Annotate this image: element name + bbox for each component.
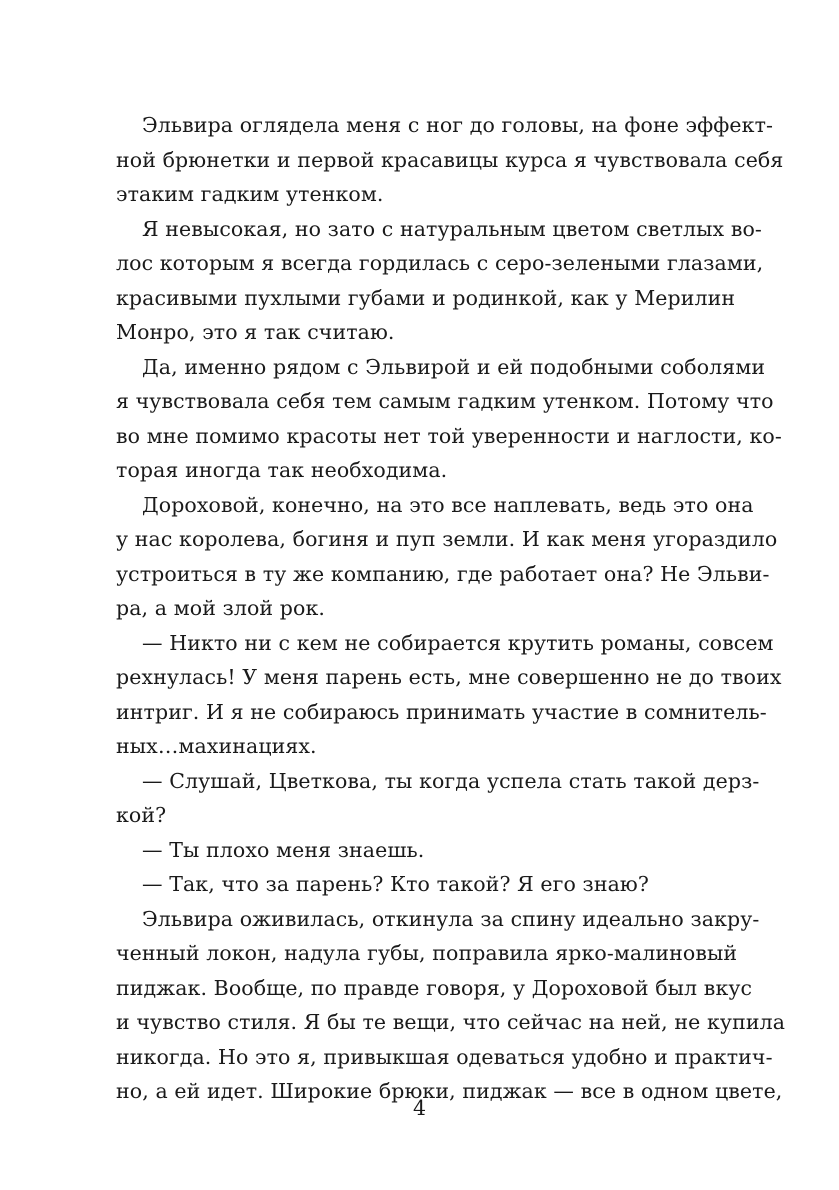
text-line: у нас королева, богиня и пуп земли. И как меня угораздило bbox=[116, 527, 778, 551]
text-line: лос которым я всегда гордилась с серо-зелеными глазами, bbox=[116, 251, 764, 275]
paragraph bbox=[116, 626, 782, 764]
text-line: никогда. Но это я, привыкшая одеваться удобно и практич- bbox=[116, 1044, 773, 1069]
text-line: интриг. И я не собираюсь принимать участие в сомнитель- bbox=[116, 699, 767, 724]
body-text bbox=[116, 108, 786, 1109]
text-line: ченный локон, надула губы, поправила ярко-малиновый bbox=[116, 941, 738, 965]
text-line: Эльвира оживилась, откинула за спину идеально закру- bbox=[142, 906, 760, 931]
text-line: Монро, это я так считаю. bbox=[116, 320, 395, 344]
text-line: во мне помимо красоты нет той уверенности и наглости, ко- bbox=[116, 423, 782, 448]
text-line: пиджак. Вообще, по правде говоря, у Дороховой был вкус bbox=[116, 975, 753, 1000]
paragraph bbox=[116, 212, 764, 350]
text-line: рехнулась! У меня парень есть, мне совершенно не до твоих bbox=[116, 665, 782, 689]
paragraph bbox=[116, 488, 778, 626]
text-line: — Так, что за парень? Кто такой? Я его знаю? bbox=[142, 872, 649, 896]
paragraph bbox=[116, 833, 724, 868]
paragraph bbox=[116, 764, 760, 833]
text-line: Дороховой, конечно, на это все наплевать, ведь это она bbox=[142, 492, 754, 517]
text-line: и чувство стиля. Я бы те вещи, что сейчас на ней, не купила bbox=[116, 1010, 786, 1034]
text-line: — Никто ни с кем не собирается крутить романы, совсем bbox=[142, 630, 774, 655]
text-line: но, а ей идет. Широкие брюки, пиджак — все в одном цвете, bbox=[116, 1079, 783, 1103]
page-number: 4 bbox=[412, 1096, 427, 1120]
paragraph bbox=[116, 867, 724, 902]
paragraph bbox=[116, 350, 782, 488]
text-line: этаким гадким утенком. bbox=[116, 182, 384, 206]
text-line: Я невысокая, но зато с натуральным цветом светлых во- bbox=[142, 216, 762, 241]
text-line: торая иногда так необходима. bbox=[116, 458, 448, 482]
text-line: я чувствовала себя тем самым гадким утенком. Потому что bbox=[116, 389, 774, 413]
text-line: — Слушай, Цветкова, ты когда успела стать такой дерз- bbox=[142, 768, 760, 793]
paragraph bbox=[116, 902, 786, 1109]
text-line: ной брюнетки и первой красавицы курса я чувствовала себя bbox=[116, 147, 784, 172]
text-line: Эльвира оглядела меня с ног до головы, на фоне эффект- bbox=[142, 113, 774, 137]
text-line: устроиться в ту же компанию, где работает она? Не Эльви- bbox=[116, 561, 770, 586]
text-line: — Ты плохо меня знаешь. bbox=[142, 837, 425, 862]
paragraph bbox=[116, 108, 784, 212]
text-line: красивыми пухлыми губами и родинкой, как у Мерилин bbox=[116, 285, 736, 310]
text-line: Да, именно рядом с Эльвирой и ей подобными соболями bbox=[142, 354, 766, 379]
text-line: кой? bbox=[116, 803, 167, 827]
text-line: ра, а мой злой рок. bbox=[116, 596, 326, 620]
text-line: ных…махинациях. bbox=[116, 734, 317, 758]
